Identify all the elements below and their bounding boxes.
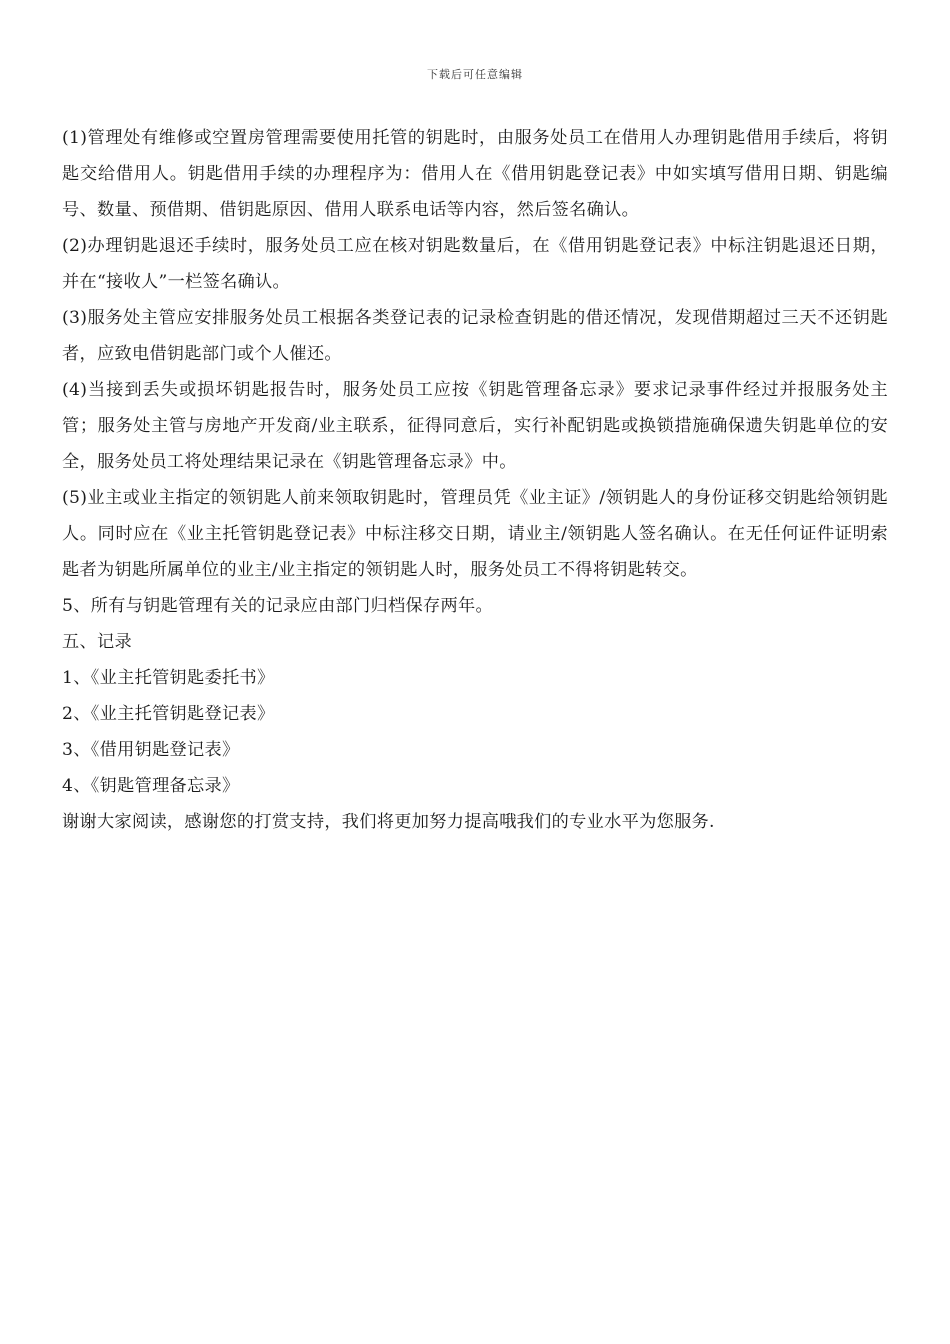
paragraph-record-retention: 5、所有与钥匙管理有关的记录应由部门归档保存两年。 — [62, 596, 493, 616]
paragraph-lost-key: (4)当接到丢失或损坏钥匙报告时，服务处员工应按《钥匙管理备忘录》要求记录事件经过并报服务处主管；服务处主管与房地产开发商/业主联系，征得同意后，实行补配钥匙或换锁措施确保遗失钥匙单位的安全，服务处员工将处理结果记录在《钥匙管理备忘录》中。 — [62, 380, 888, 472]
record-item-2: 2、《业主托管钥匙登记表》 — [62, 704, 275, 724]
paragraph-return-procedure: (2)办理钥匙退还手续时，服务处员工应在核对钥匙数量后，在《借用钥匙登记表》中标注钥匙退还日期，并在“接收人”一栏签名确认。 — [62, 236, 888, 292]
document-body — [62, 120, 888, 840]
paragraph-borrow-procedure: (1)管理处有维修或空置房管理需要使用托管的钥匙时，由服务处员工在借用人办理钥匙借用手续后，将钥匙交给借用人。钥匙借用手续的办理程序为：借用人在《借用钥匙登记表》中如实填写借用日期、钥匙编号、数量、预借期、借钥匙原因、借用人联系电话等内容，然后签名确认。 — [62, 128, 888, 220]
record-item-1: 1、《业主托管钥匙委托书》 — [62, 668, 275, 688]
record-item-3: 3、《借用钥匙登记表》 — [62, 740, 240, 760]
record-item-4: 4、《钥匙管理备忘录》 — [62, 776, 240, 796]
paragraph-owner-collection: (5)业主或业主指定的领钥匙人前来领取钥匙时，管理员凭《业主证》/领钥匙人的身份证移交钥匙给领钥匙人。同时应在《业主托管钥匙登记表》中标注移交日期，请业主/领钥匙人签名确认。在无任何证件证明索匙者为钥匙所属单位的业主/业主指定的领钥匙人时，服务处员工不得将钥匙转交。 — [62, 488, 888, 580]
header-note: 下载后可任意编辑 — [427, 68, 523, 81]
paragraph-overdue-check: (3)服务处主管应安排服务处员工根据各类登记表的记录检查钥匙的借还情况，发现借期超过三天不还钥匙者，应致电借钥匙部门或个人催还。 — [62, 308, 888, 364]
section-heading-records: 五、记录 — [62, 632, 132, 652]
closing-note: 谢谢大家阅读，感谢您的打赏支持，我们将更加努力提高哦我们的专业水平为您服务. — [62, 812, 715, 832]
